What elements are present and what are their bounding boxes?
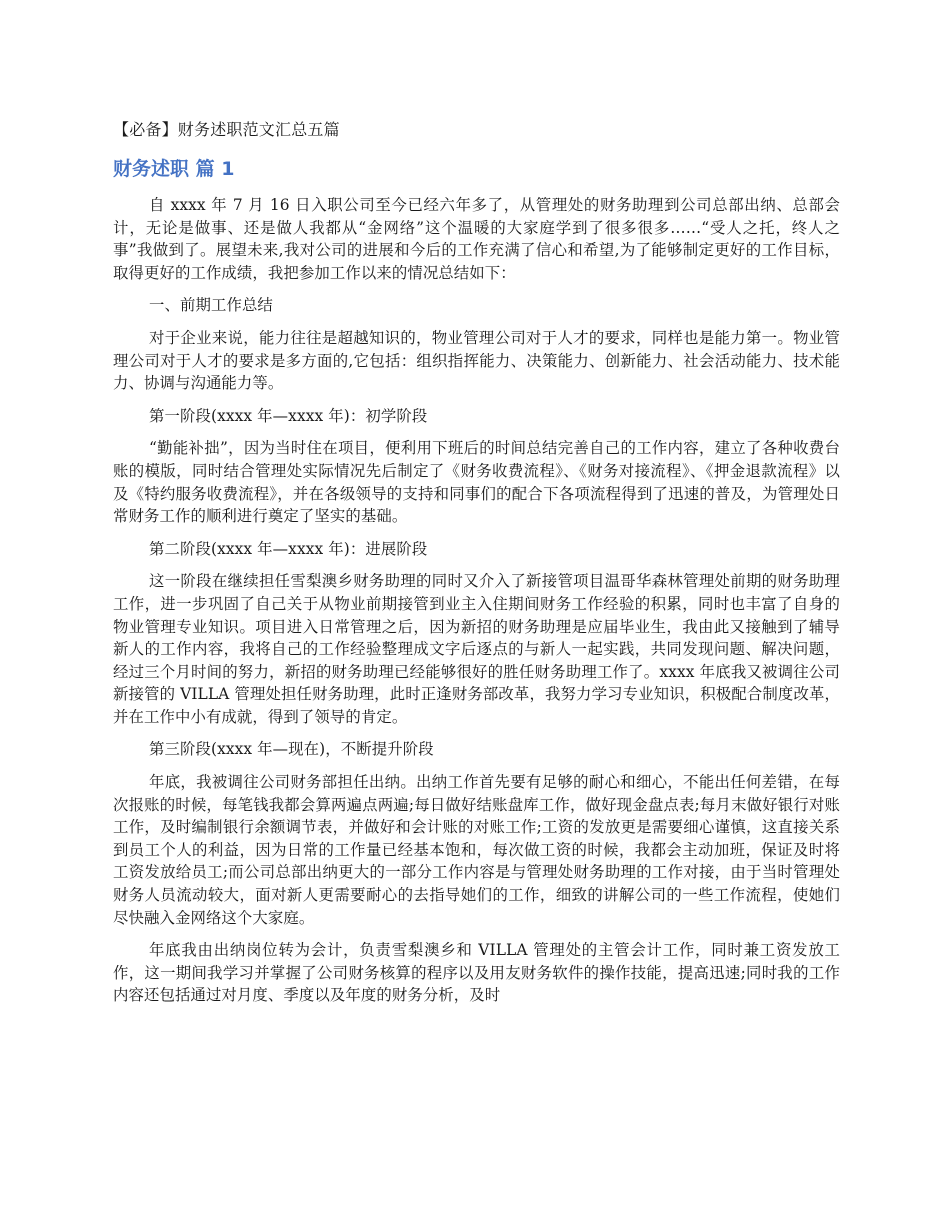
- paragraph-stage-one: “勤能补拙”，因为当时住在项目，便利用下班后的时间总结完善自己的工作内容，建立了各种收费台账的模版，同时结合管理处实际情况先后制定了《财务收费流程》、《财务对接流程》、《押金退款流程》以及《特约服务收费流程》，并在各级领导的支持和同事们的配合下各项流程得到了迅速的普及，为管理处日常财务工作的顺利进行奠定了坚实的基础。: [113, 439, 840, 526]
- subheading-stage-two: 第二阶段(xxxx 年—xxxx 年)：进展阶段: [149, 539, 428, 558]
- paragraph-stage-two: 这一阶段在继续担任雪梨澳乡财务助理的同时又介入了新接管项目温哥华森林管理处前期的财务助理工作，进一步巩固了自己关于从物业前期接管到业主入住期间财务工作经验的积累，同时也丰富了自身的物业管理专业知识。项目进入日常管理之后，因为新招的财务助理是应届毕业生，我由此又接触到了辅导新人的工作内容，我将自己的工作经验整理成文字后逐点的与新人一起实践，共同发现问题、解决问题，经过三个月时间的努力，新招的财务助理已经能够很好的胜任财务助理工作了。xxxx 年底我又被调往公司新接管的 VILLA 管理处担任财务助理，此时正逢财务部改革，我努力学习专业知识，积极配合制度改革，并在工作中小有成就，得到了领导的肯定。: [113, 572, 840, 726]
- paragraph-stage-three: 年底，我被调往公司财务部担任出纳。出纳工作首先要有足够的耐心和细心，不能出任何差错，在每次报账的时候，每笔钱我都会算两遍点两遍;每日做好结账盘库工作，做好现金盘点表;每月末做好银行对账工作，及时编制银行余额调节表，并做好和会计账的对账工作;工资的发放更是需要细心谨慎，这直接关系到员工个人的利益，因为日常的工作量已经基本饱和，每次做工资的时候，我都会主动加班，保证及时将工资发放给员工;而公司总部出纳更大的一部分工作内容是与管理处财务助理的工作对接，由于当时管理处财务人员流动较大，面对新人更需要耐心的去指导她们的工作，细致的讲解公司的一些工作流程，使她们尽快融入金网络这个大家庭。: [113, 773, 840, 927]
- document-page: [113, 118, 840, 1017]
- section-heading: 财务述职 篇 1: [113, 158, 235, 180]
- subheading-stage-one: 第一阶段(xxxx 年—xxxx 年)：初学阶段: [149, 406, 428, 425]
- document-title: 【必备】财务述职范文汇总五篇: [113, 120, 340, 139]
- paragraph-accountant: 年底我由出纳岗位转为会计，负责雪梨澳乡和 VILLA 管理处的主管会计工作，同时兼工资发放工作，这一期间我学习并掌握了公司财务核算的程序以及用友财务软件的操作技能，提高迅速;同时我的工作内容还包括通过对月度、季度以及年度的财务分析，及时: [113, 941, 840, 1005]
- subheading-early-work-summary: 一、前期工作总结: [149, 296, 273, 315]
- paragraph-intro: 自 xxxx 年 7 月 16 日入职公司至今已经六年多了，从管理处的财务助理到公司总部出纳、总部会计，无论是做事、还是做人我都从“金网络”这个温暖的大家庭学到了很多很多……“受人之托，终人之事”我做到了。展望未来,我对公司的进展和今后的工作充满了信心和希望,为了能够制定更好的工作目标，取得更好的工作成绩，我把参加工作以来的情况总结如下：: [113, 196, 840, 282]
- paragraph-ability: 对于企业来说，能力往往是超越知识的，物业管理公司对于人才的要求，同样也是能力第一。物业管理公司对于人才的要求是多方面的,它包括：组织指挥能力、决策能力、创新能力、社会活动能力、技术能力、协调与沟通能力等。: [113, 328, 840, 393]
- subheading-stage-three: 第三阶段(xxxx 年—现在)，不断提升阶段: [149, 740, 434, 759]
